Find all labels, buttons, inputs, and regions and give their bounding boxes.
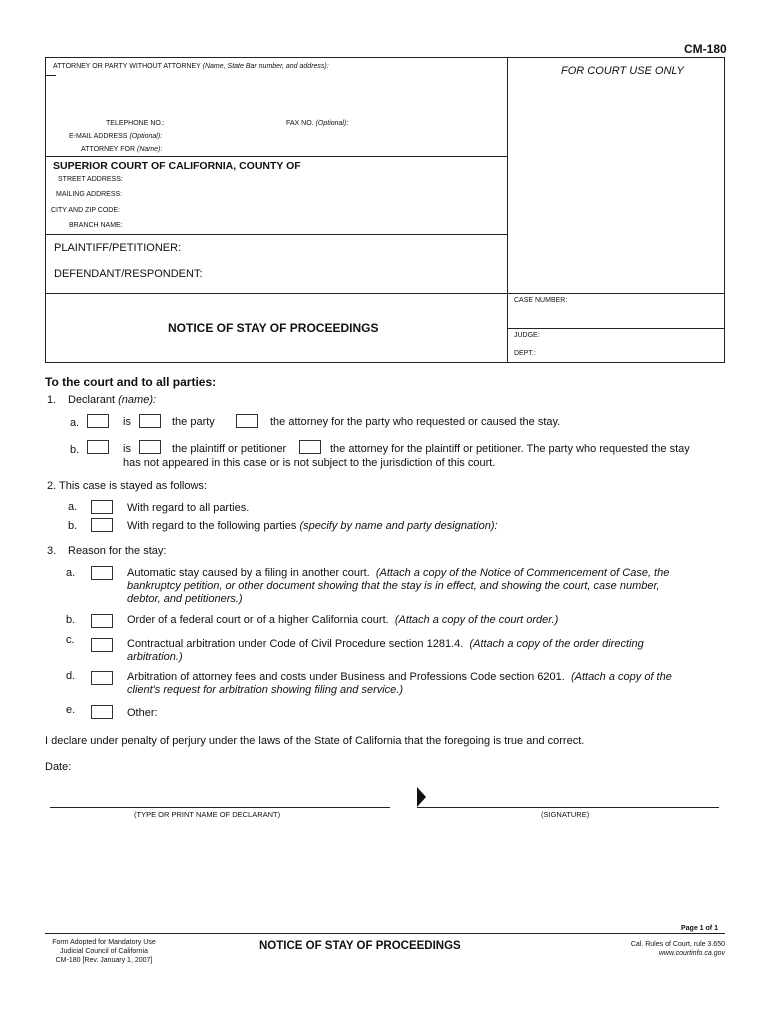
dept-label: DEPT.:	[514, 350, 536, 357]
signature-line[interactable]	[417, 807, 719, 808]
item3a-hint-line3: debtor, and petitioners.)	[127, 593, 243, 605]
declaration-text: I declare under penalty of perjury under the laws of the State of California that the foregoing is true and correct.	[45, 735, 585, 747]
item1b-plaintiff-label: the plaintiff or petitioner	[172, 443, 287, 455]
item1a-party-label: the party	[172, 416, 215, 428]
to-court-heading: To the court and to all parties:	[45, 375, 217, 389]
item3c-hint-line2: arbitration.)	[127, 651, 183, 663]
item3b-checkbox[interactable]	[91, 614, 113, 628]
email-label: E-MAIL ADDRESS (Optional):	[69, 133, 163, 140]
item3-heading: Reason for the stay:	[68, 545, 167, 557]
item1a-checkbox[interactable]	[87, 414, 109, 428]
item3-number: 3.	[47, 545, 57, 557]
item3a-hint-line2: bankruptcy petition, or other document showing that the stay is in effect, and showing the court, case number,	[127, 580, 660, 592]
footer-title: NOTICE OF STAY OF PROCEEDINGS	[259, 940, 461, 952]
item3a-label: Automatic stay caused by a filing in another court. (Attach a copy of the Notice of Commencement of Case, the	[127, 567, 670, 579]
item2b-label: With regard to the following parties (specify by name and party designation):	[127, 520, 498, 532]
item1b-letter: b.	[70, 444, 80, 456]
document-title: NOTICE OF STAY OF PROCEEDINGS	[168, 321, 379, 335]
item1a-is: is	[123, 416, 131, 428]
item2a-checkbox[interactable]	[91, 500, 113, 514]
street-address-label: STREET ADDRESS:	[58, 176, 123, 183]
court-use-divider	[507, 57, 508, 293]
adoption-line-2: Judicial Council of California	[60, 948, 148, 955]
court-url[interactable]: www.courtinfo.ca.gov	[658, 950, 725, 957]
declarant-name-label: (TYPE OR PRINT NAME OF DECLARANT)	[134, 810, 281, 819]
item1b-attorney-checkbox[interactable]	[299, 440, 321, 454]
item3e-label: Other:	[127, 707, 158, 719]
item1-label: Declarant (name):	[68, 394, 157, 406]
attorney-for-label: ATTORNEY FOR (Name):	[81, 146, 163, 153]
parties-section-divider	[45, 234, 507, 235]
rule-citation: Cal. Rules of Court, rule 3.650	[630, 941, 725, 948]
item3d-checkbox[interactable]	[91, 671, 113, 685]
case-number-label: CASE NUMBER:	[514, 297, 568, 304]
item1b-is: is	[123, 443, 131, 455]
caption-frame	[45, 57, 725, 363]
item1a-attorney-label: the attorney for the party who requested or caused the stay.	[270, 416, 561, 428]
item2a-label: With regard to all parties.	[127, 502, 250, 514]
item3d-hint-line2: client's request for arbitration showing filing and service.)	[127, 684, 404, 696]
adoption-line-1: Form Adopted for Mandatory Use	[52, 939, 156, 946]
item3a-letter: a.	[66, 567, 76, 579]
item2b-letter: b.	[68, 520, 78, 532]
declarant-name-line[interactable]	[50, 807, 390, 808]
footer-rule	[45, 933, 725, 934]
page-number: Page 1 of 1	[681, 925, 718, 932]
date-label: Date:	[45, 761, 72, 773]
judge-label: JUDGE:	[514, 332, 540, 339]
item2-heading: 2. This case is stayed as follows:	[47, 480, 207, 492]
item3b-label: Order of a federal court or of a higher California court. (Attach a copy of the court order.)	[127, 614, 559, 626]
signature-label: (SIGNATURE)	[541, 810, 590, 819]
plaintiff-label: PLAINTIFF/PETITIONER:	[54, 242, 182, 254]
attorney-tick	[46, 75, 56, 76]
item1a-attorney-checkbox[interactable]	[236, 414, 258, 428]
adoption-line-3: CM-180 [Rev. January 1, 2007]	[55, 957, 153, 964]
case-number-bottom	[507, 328, 725, 329]
item3e-letter: e.	[66, 704, 76, 716]
mailing-address-label: MAILING ADDRESS:	[56, 191, 123, 198]
branch-name-label: BRANCH NAME:	[69, 222, 123, 229]
court-section-divider	[45, 156, 507, 157]
rule-block	[624, 940, 725, 958]
item3d-label: Arbitration of attorney fees and costs under Business and Professions Code section 6201. (Attach a copy of the	[127, 671, 672, 683]
item3c-letter: c.	[66, 634, 75, 646]
item2a-letter: a.	[68, 501, 78, 513]
item1b-attorney-label: the attorney for the plaintiff or petitioner. The party who requested the stay	[330, 443, 690, 455]
item1b-checkbox[interactable]	[87, 440, 109, 454]
item1b-continuation: has not appeared in this case or is not subject to the jurisdiction of this court.	[123, 457, 496, 469]
telephone-label: TELEPHONE NO.:	[106, 120, 165, 127]
item3a-checkbox[interactable]	[91, 566, 113, 580]
defendant-label: DEFENDANT/RESPONDENT:	[54, 268, 203, 280]
court-title: SUPERIOR COURT OF CALIFORNIA, COUNTY OF	[53, 160, 301, 172]
item3c-label: Contractual arbitration under Code of Civil Procedure section 1281.4. (Attach a copy of the order directing	[127, 638, 644, 650]
item2b-checkbox[interactable]	[91, 518, 113, 532]
item3c-checkbox[interactable]	[91, 638, 113, 652]
form-number: CM-180	[684, 42, 727, 56]
item1-number: 1.	[47, 394, 57, 406]
court-use-only: FOR COURT USE ONLY	[561, 65, 684, 77]
adoption-block	[48, 938, 160, 965]
item1a-letter: a.	[70, 417, 80, 429]
item3d-letter: d.	[66, 670, 76, 682]
city-zip-label: CITY AND ZIP CODE:	[51, 207, 120, 214]
item3e-checkbox[interactable]	[91, 705, 113, 719]
item1a-party-checkbox[interactable]	[139, 414, 161, 428]
attorney-label: ATTORNEY OR PARTY WITHOUT ATTORNEY (Name, State Bar number, and address):	[53, 63, 329, 70]
signature-arrow-icon	[417, 787, 427, 807]
fax-label: FAX NO. (Optional):	[286, 120, 349, 127]
item3b-letter: b.	[66, 614, 76, 626]
title-section-divider	[45, 293, 725, 294]
item1b-plaintiff-checkbox[interactable]	[139, 440, 161, 454]
